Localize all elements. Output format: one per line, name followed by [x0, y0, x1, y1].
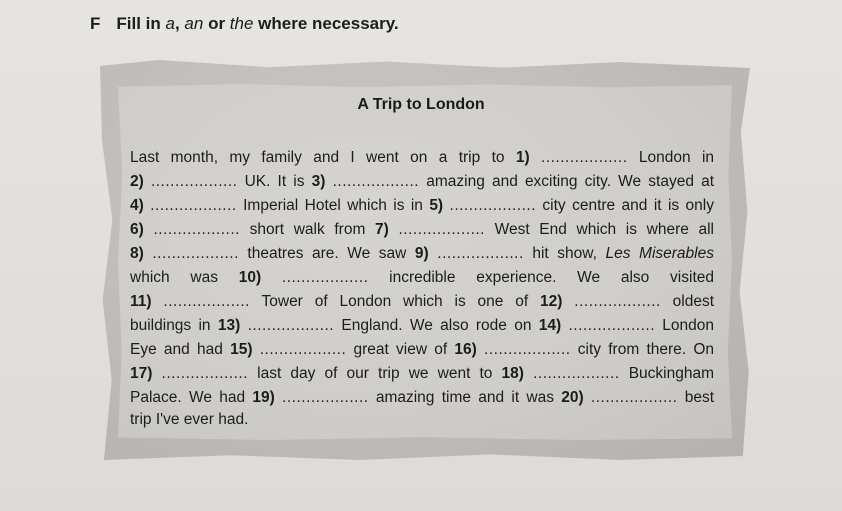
text: UK. It is: [237, 173, 312, 190]
answer-blank[interactable]: ..................: [398, 221, 485, 238]
text: trip I've ever had.: [130, 411, 249, 428]
space: [144, 173, 151, 190]
space: [261, 269, 282, 286]
instruction-part: or: [203, 14, 230, 33]
text: Palace. We had: [130, 389, 253, 406]
passage-line: [130, 220, 714, 239]
item-number: 16): [454, 341, 477, 358]
answer-blank[interactable]: ..................: [153, 221, 240, 238]
answer-blank[interactable]: ..................: [437, 245, 524, 262]
space: [152, 365, 161, 382]
instruction-part: ,: [174, 14, 185, 33]
answer-blank[interactable]: ..................: [533, 365, 620, 382]
answer-blank[interactable]: ..................: [247, 317, 335, 334]
instruction-part: where necessary.: [253, 14, 399, 33]
space: [584, 389, 591, 406]
space: [477, 341, 484, 358]
item-number: 10): [238, 269, 262, 286]
text: amazing and exciting city. We stayed at: [419, 173, 714, 190]
item-number: 9): [414, 245, 429, 262]
instruction-word-a: a: [165, 14, 175, 33]
answer-blank[interactable]: ..................: [574, 293, 661, 310]
text: Eye and had: [130, 341, 231, 358]
item-number: 15): [230, 341, 253, 358]
space: [562, 293, 574, 310]
item-number: 5): [429, 197, 444, 214]
item-number: 20): [561, 389, 584, 406]
item-number: 11): [130, 293, 152, 310]
item-number: 4): [130, 197, 144, 214]
item-number: 13): [217, 317, 241, 334]
text: last day of our trip we went to: [248, 365, 502, 382]
instruction-word-an: an: [184, 14, 204, 33]
passage-title: A Trip to London: [357, 96, 485, 113]
exercise-heading: [90, 14, 399, 34]
text: hit show,: [523, 245, 606, 262]
space: [240, 317, 247, 334]
space: [524, 365, 533, 382]
instruction-part: Fill in: [116, 14, 166, 33]
passage-line: [130, 172, 714, 191]
passage-line: [130, 244, 714, 263]
passage-line: [130, 316, 714, 335]
answer-blank[interactable]: ..................: [281, 269, 369, 286]
answer-blank[interactable]: ..................: [282, 389, 369, 406]
text: Tower of London which is one of: [249, 293, 541, 310]
item-number: 19): [252, 389, 275, 406]
space: [325, 173, 332, 190]
text: West End which is where all: [484, 221, 714, 238]
text: Buckingham: [619, 365, 715, 382]
answer-blank[interactable]: ..................: [332, 173, 420, 190]
item-number: 6): [130, 221, 144, 238]
passage-line: [130, 388, 714, 407]
passage-line: [130, 292, 714, 311]
answer-blank[interactable]: ..................: [259, 341, 347, 358]
answer-blank[interactable]: ..................: [484, 341, 571, 358]
item-number: 2): [130, 173, 144, 190]
text: city centre and it is only: [536, 197, 714, 214]
item-number: 1): [515, 149, 530, 166]
text: great view of: [346, 341, 455, 358]
text: Last month, my family and I went on a trip to: [130, 149, 516, 166]
answer-blank[interactable]: ..................: [590, 389, 678, 406]
answer-blank[interactable]: ..................: [449, 197, 537, 214]
passage-line: [130, 410, 714, 429]
text: Imperial Hotel which is in: [236, 197, 430, 214]
space: [429, 245, 438, 262]
text: incredible experience. We also visited: [368, 269, 714, 286]
text: theatres are. We saw: [238, 245, 415, 262]
text: buildings in: [130, 317, 218, 334]
space: [253, 341, 260, 358]
item-number: 3): [311, 173, 326, 190]
item-number: 7): [375, 221, 389, 238]
item-number: 17): [130, 365, 153, 382]
answer-blank[interactable]: ..................: [150, 197, 237, 214]
space: [144, 221, 154, 238]
text: city from there. On: [570, 341, 715, 358]
item-number: 12): [540, 293, 563, 310]
answer-blank[interactable]: ..................: [568, 317, 655, 334]
passage-line: [130, 340, 714, 359]
space: [152, 293, 164, 310]
answer-blank[interactable]: ..................: [541, 149, 628, 166]
space: [275, 389, 282, 406]
text: amazing time and it was: [368, 389, 562, 406]
passage-line: [130, 268, 714, 287]
answer-blank[interactable]: ..................: [152, 245, 239, 262]
text: which was: [130, 269, 239, 286]
item-number: 8): [130, 245, 144, 262]
answer-blank[interactable]: ..................: [150, 173, 238, 190]
text: London: [655, 317, 715, 334]
exercise-letter: F: [90, 14, 101, 33]
passage-line: [130, 196, 714, 215]
text: England. We also rode on: [334, 317, 539, 334]
item-number: 18): [501, 365, 524, 382]
answer-blank[interactable]: ..................: [163, 293, 250, 310]
passage-line: [130, 148, 714, 167]
instruction-word-the: the: [229, 14, 254, 33]
text: London in: [627, 149, 715, 166]
text: best: [677, 389, 715, 406]
item-number: 14): [538, 317, 562, 334]
space: [530, 149, 541, 166]
passage-line: [130, 364, 714, 383]
show-title: Les Miserables: [605, 245, 714, 262]
answer-blank[interactable]: ..................: [161, 365, 249, 382]
text: short walk from: [239, 221, 376, 238]
text: oldest: [660, 293, 715, 310]
